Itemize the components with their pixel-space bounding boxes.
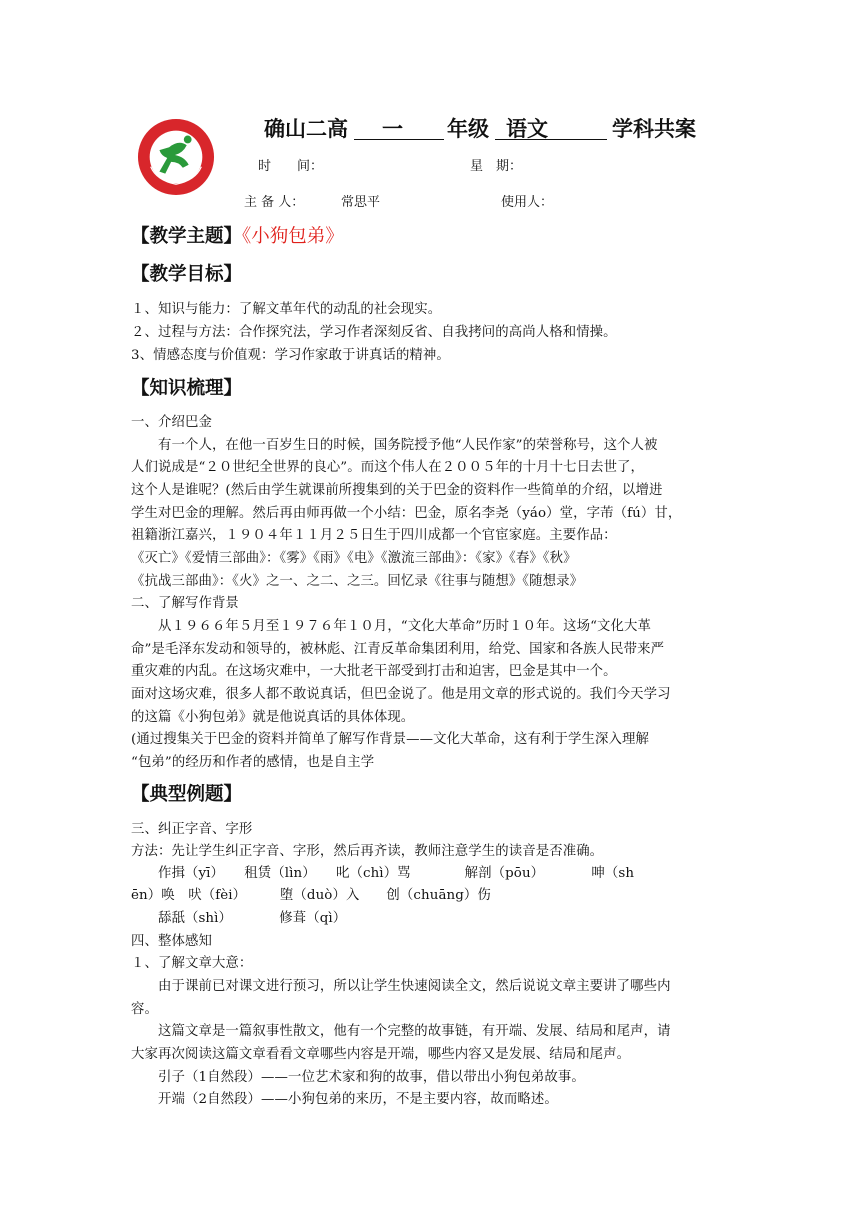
- goal-line: １、知识与能力：了解文革年代的动乱的社会现实。: [131, 302, 442, 317]
- example-line: 三、纠正字音、字形: [131, 822, 253, 837]
- knowledge-line: 从１９６６年５月至１９７６年１０月，“文化大革命”历时１０年。这场“文化大革: [131, 619, 651, 634]
- example-line: 容。: [131, 1002, 158, 1017]
- knowledge-line: 祖籍浙江嘉兴，１９０４年１１月２５日生于四川成都一个官宦家庭。主要作品：: [131, 528, 617, 543]
- example-line: 开端（2自然段）——小狗包弟的来历，不是主要内容，故而略述。: [131, 1092, 558, 1107]
- example-line: 四、整体感知: [131, 934, 212, 949]
- example-line: １、了解文章大意：: [131, 956, 253, 971]
- topic-title: 《小狗包弟》: [242, 226, 344, 247]
- example-line: 由于课前已对课文进行预习，所以让学生快速阅读全文，然后说说文章主要讲了哪些内: [131, 979, 671, 994]
- knowledge-line: 的这篇《小狗包弟》就是他说真话的具体体现。: [131, 710, 415, 725]
- header-school: 确山二高: [264, 117, 348, 141]
- knowledge-line: 学生对巴金的理解。然后再由师再做一个小结：巴金，原名李尧（yáo）堂，字芾（fú）甘，: [131, 506, 682, 521]
- example-line: 舔舐（shì） 修葺（qì）: [131, 911, 347, 926]
- examples-heading: 【典型例题】: [131, 784, 243, 805]
- goal-line: ２、过程与方法：合作探究法，学习作者深刻反省、自我拷问的高尚人格和情操。: [131, 325, 617, 340]
- subject-underline: [495, 139, 607, 140]
- week-label: 星 期：: [470, 159, 523, 174]
- knowledge-line: 《灭亡》《爱情三部曲》：《雾》《雨》《电》《激流三部曲》：《家》《春》《秋》: [131, 551, 577, 566]
- knowledge-line: 人们说成是“２０世纪全世界的良心”。而这个伟人在２００５年的十月十七日去世了，: [131, 460, 645, 475]
- time-label: 时 间：: [258, 159, 324, 174]
- grade-underline: [354, 139, 444, 140]
- example-line: 引子（1自然段）——一位艺术家和狗的故事，借以带出小狗包弟故事。: [131, 1070, 585, 1085]
- knowledge-line: 《抗战三部曲》：《火》之一、之二、之三。回忆录《往事与随想》《随想录》: [131, 574, 584, 589]
- header-grade: 一: [382, 117, 403, 141]
- header-suffix: 学科共案: [612, 117, 696, 141]
- school-logo-icon: [137, 118, 215, 196]
- example-line: 大家再次阅读这篇文章看看文章哪些内容是开端，哪些内容又是发展、结局和尾声。: [131, 1047, 631, 1062]
- preparer-label: 主 备 人：: [244, 195, 305, 210]
- goals-heading: 【教学目标】: [131, 264, 243, 285]
- example-line: 方法：先让学生纠正字音、字形，然后再齐读，教师注意学生的读音是否准确。: [131, 844, 604, 859]
- knowledge-line: 二、了解写作背景: [131, 596, 239, 611]
- topic-heading: [131, 222, 344, 248]
- knowledge-line: 一、介绍巴金: [131, 415, 212, 430]
- header-grade-suffix: 年级: [447, 117, 489, 141]
- header-subject: 语文: [506, 117, 548, 141]
- example-line: 这篇文章是一篇叙事性散文，他有一个完整的故事链，有开端、发展、结局和尾声，请: [131, 1024, 671, 1039]
- example-line: 作揖（yī） 租赁（lìn） 叱（chì）骂 解剖（pōu） 呻（sh: [131, 866, 635, 881]
- goal-line: 3、情感态度与价值观：学习作家敢于讲真话的精神。: [131, 348, 450, 363]
- knowledge-line: “包弟”的经历和作者的感情，也是自主学: [131, 755, 375, 770]
- topic-label: 【教学主题】: [131, 226, 243, 247]
- knowledge-line: 面对这场灾难，很多人都不敢说真话，但巴金说了。他是用文章的形式说的。我们今天学习: [131, 687, 671, 702]
- knowledge-heading: 【知识梳理】: [131, 378, 243, 399]
- knowledge-line: 这个人是谁呢？(然后由学生就课前所搜集到的关于巴金的资料作一些简单的介绍，以增进: [131, 483, 663, 498]
- knowledge-line: (通过搜集关于巴金的资料并简单了解写作背景——文化大革命，这有利于学生深入理解: [131, 732, 649, 747]
- user-label: 使用人：: [501, 195, 554, 210]
- knowledge-line: 重灾难的内乱。在这场灾难中，一大批老干部受到打击和迫害，巴金是其中一个。: [131, 664, 617, 679]
- knowledge-line: 命”是毛泽东发动和领导的，被林彪、江青反革命集团利用，给党、国家和各族人民带来严: [131, 642, 665, 657]
- knowledge-line: 有一个人，在他一百岁生日的时候，国务院授予他“人民作家”的荣誉称号，这个人被: [131, 438, 658, 453]
- preparer-name: 常思平: [341, 195, 381, 210]
- example-line: ēn）唤 吠（fèi） 堕（duò）入 创（chuāng）伤: [131, 888, 491, 903]
